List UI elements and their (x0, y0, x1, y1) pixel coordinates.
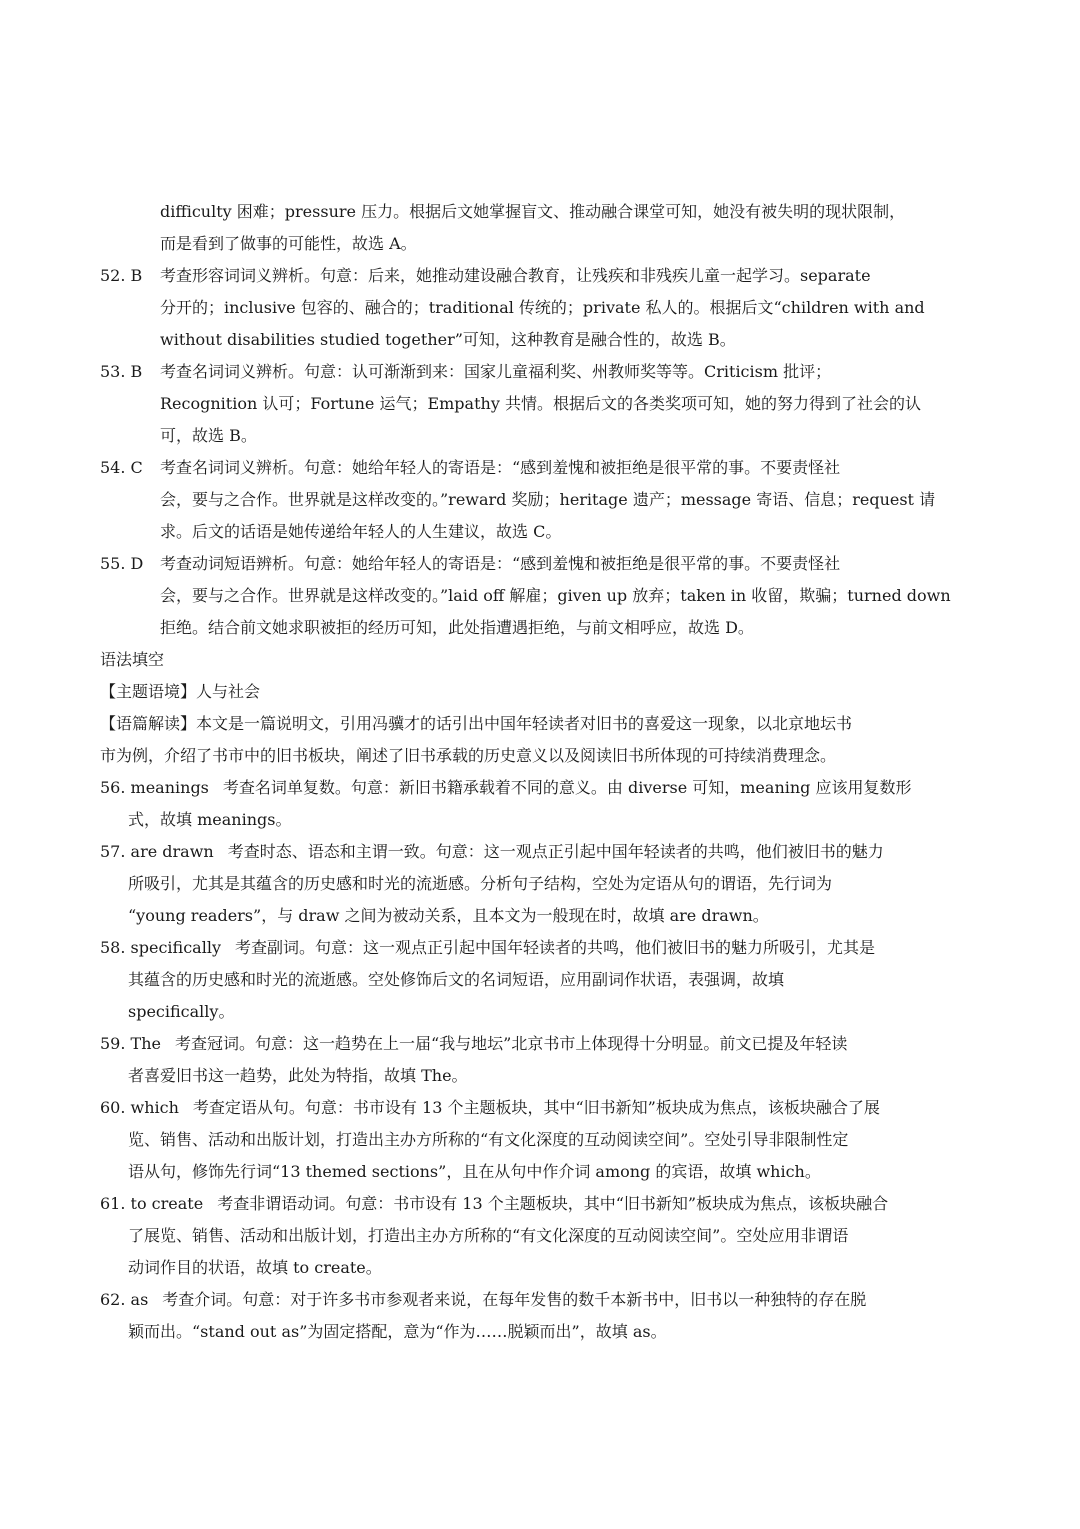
section-title: 语法填空 (100, 650, 165, 669)
text-line: 考查副词。句意：这一观点正引起中国年轻读者的共鸣，他们被旧书的魅力所吸引，尤其是 (234, 938, 875, 957)
answer-number: 54. C (100, 458, 143, 477)
text-line: 考查动词短语辨析。句意：她给年轻人的寄语是：“感到羞愧和被拒绝是很平常的事。不要责怪社 (160, 554, 841, 573)
text-line: 动词作目的状语，故填 to create。 (128, 1258, 382, 1277)
text-line: 考查时态、语态和主谓一致。句意：这一观点正引起中国年轻读者的共鸣，他们被旧书的魅力 (227, 842, 884, 861)
text-line: 考查名词单复数。句意：新旧书籍承载着不同的意义。由 diverse 可知，meaning 应该用复数形 (222, 778, 912, 797)
answer-number: 53. B (100, 362, 143, 381)
text-line: 会，要与之合作。世界就是这样改变的。”laid off 解雇；given up 放弃；taken in 收留，欺骗；turned down (160, 586, 951, 605)
text-line: Recognition 认可；Fortune 运气；Empathy 共情。根据后文的各类奖项可知，她的努力得到了社会的认 (160, 394, 921, 413)
text-line: 式，故填 meanings。 (128, 810, 292, 829)
answer-item-54 (100, 452, 977, 548)
text-line: 求。后文的话语是她传递给年轻人的人生建议，故选 C。 (160, 522, 562, 541)
answer-number: 56. meanings (100, 778, 209, 797)
text-line: “young readers”，与 draw 之间为被动关系，且本文为一般现在时，故填 are drawn。 (128, 906, 769, 925)
text-line: without disabilities studied together”可知，这种教育是融合性的，故选 B。 (160, 330, 736, 349)
answer-number: 61. to create (100, 1194, 204, 1213)
text-line: 考查介词。句意：对于许多书市参观者来说，在每年发售的数千本新书中，旧书以一种独特的存在脱 (162, 1290, 867, 1309)
text-line: 所吸引，尤其是其蕴含的历史感和时光的流逝感。分析句子结构，空处为定语从句的谓语，先行词为 (128, 874, 833, 893)
text-line: 会，要与之合作。世界就是这样改变的。”reward 奖励；heritage 遗产；message 寄语、信息；request 请 (160, 490, 936, 509)
text-line: 者喜爱旧书这一趋势，此处为特指，故填 The。 (128, 1066, 468, 1085)
text-line: 考查名词词义辨析。句意：认可渐渐到来：国家儿童福利奖、州教师奖等等。Criticism 批评； (160, 362, 832, 381)
intro-continuation (100, 196, 977, 260)
answer-item-56 (100, 772, 977, 836)
passage-analysis-line: 【语篇解读】本文是一篇说明文，引用冯骥才的话引出中国年轻读者对旧书的喜爱这一现象，以北京地坛书 (100, 714, 853, 733)
text-line: 而是看到了做事的可能性，故选 A。 (160, 234, 417, 253)
text-line: 览、销售、活动和出版计划，打造出主办方所称的“有文化深度的互动阅读空间”。空处引导非限制性定 (128, 1130, 849, 1149)
text-line: 可，故选 B。 (160, 426, 257, 445)
answer-item-62 (100, 1284, 977, 1348)
text-line: difficulty 困难；pressure 压力。根据后文她掌握盲文、推动融合课堂可知，她没有被失明的现状限制， (160, 202, 906, 221)
text-line: 分开的；inclusive 包容的、融合的；traditional 传统的；private 私人的。根据后文“children with and (160, 298, 925, 317)
passage-analysis-line: 市为例，介绍了书市中的旧书板块，阐述了旧书承载的历史意义以及阅读旧书所体现的可持续消费理念。 (100, 746, 837, 765)
answer-item-58 (100, 932, 977, 1028)
text-line: 了展览、销售、活动和出版计划，打造出主办方所称的“有文化深度的互动阅读空间”。空处应用非谓语 (128, 1226, 849, 1245)
theme-context: 【主题语境】人与社会 (100, 682, 261, 701)
answer-explanations (100, 196, 977, 1348)
text-line: 考查冠词。句意：这一趋势在上一届“我与地坛”北京书市上体现得十分明显。前文已提及年轻读 (174, 1034, 848, 1053)
text-line: 其蕴含的历史感和时光的流逝感。空处修饰后文的名词短语，应用副词作状语，表强调，故填 (128, 970, 785, 989)
answer-item-55 (100, 548, 977, 644)
answer-item-61 (100, 1188, 977, 1284)
answer-number: 59. The (100, 1034, 161, 1053)
answer-item-57 (100, 836, 977, 932)
answer-item-53 (100, 356, 977, 452)
text-line: 语从句，修饰先行词“13 themed sections”，且在从句中作介词 among 的宾语，故填 which。 (128, 1162, 821, 1181)
answer-number: 58. specifically (100, 938, 221, 957)
answer-item-60 (100, 1092, 977, 1188)
text-line: 颖而出。“stand out as”为固定搭配，意为“作为……脱颖而出”，故填 as。 (128, 1322, 667, 1341)
answer-number: 55. D (100, 554, 144, 573)
text-line: 考查非谓语动词。句意：书市设有 13 个主题板块，其中“旧书新知”板块成为焦点，该板块融合 (217, 1194, 889, 1213)
text-line: 考查定语从句。句意：书市设有 13 个主题板块，其中“旧书新知”板块成为焦点，该板块融合了展 (192, 1098, 880, 1117)
answer-number: 52. B (100, 266, 143, 285)
answer-number: 57. are drawn (100, 842, 214, 861)
answer-number: 62. as (100, 1290, 149, 1309)
answer-item-59 (100, 1028, 977, 1092)
answer-item-52 (100, 260, 977, 356)
text-line: 考查形容词词义辨析。句意：后来，她推动建设融合教育，让残疾和非残疾儿童一起学习。separate (160, 266, 871, 285)
text-line: 拒绝。结合前文她求职被拒的经历可知，此处指遭遇拒绝，与前文相呼应，故选 D。 (160, 618, 754, 637)
text-line: 考查名词词义辨析。句意：她给年轻人的寄语是：“感到羞愧和被拒绝是很平常的事。不要责怪社 (160, 458, 841, 477)
answer-number: 60. which (100, 1098, 179, 1117)
text-line: specifically。 (128, 1002, 235, 1021)
